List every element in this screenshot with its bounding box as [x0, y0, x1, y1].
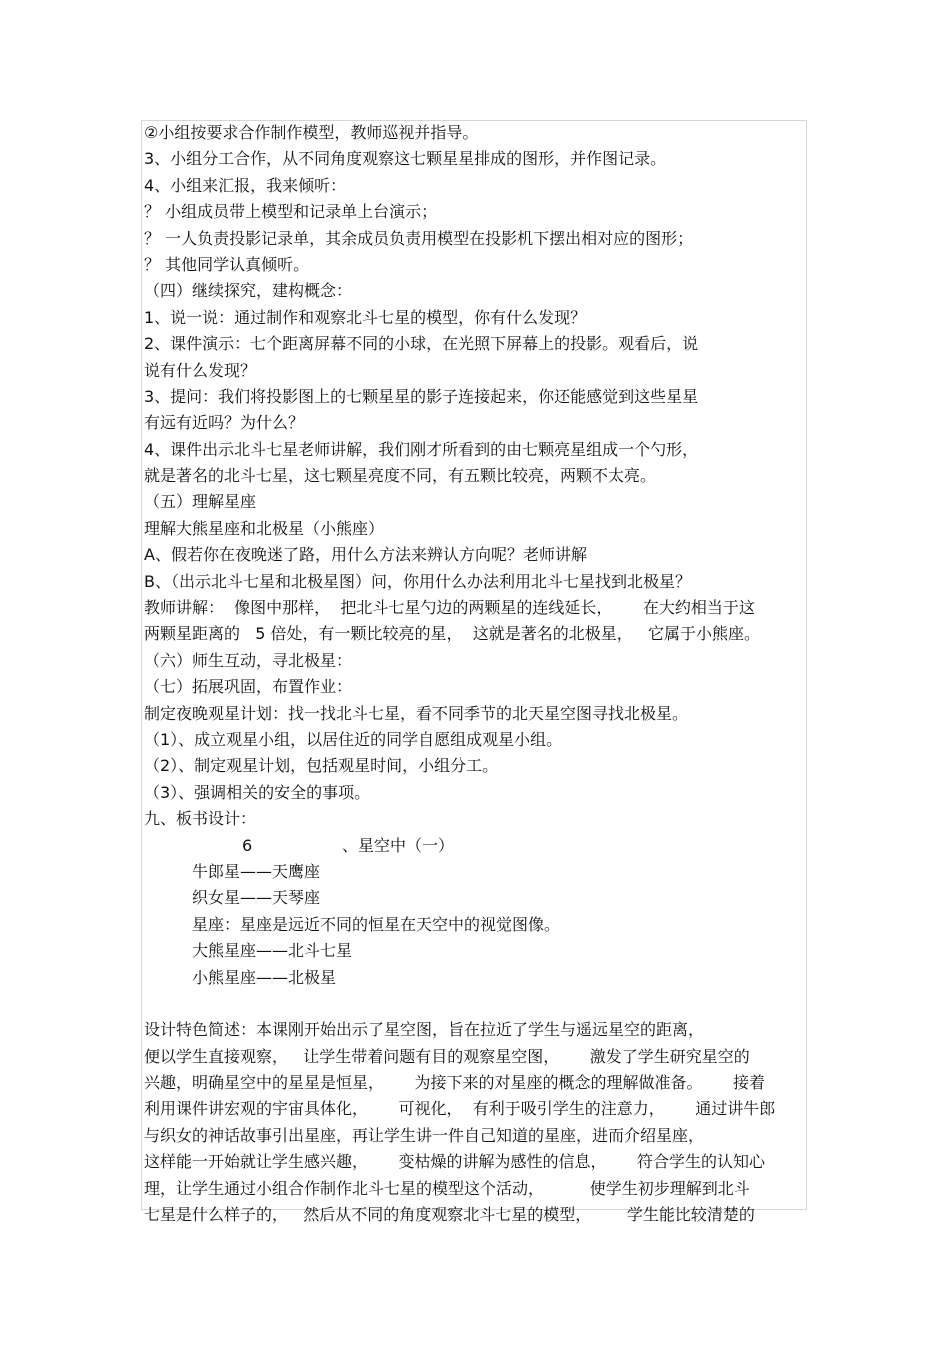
- text-line: A、假若你在夜晚迷了路，用什么方法来辨认方向呢？老师讲解: [144, 545, 587, 565]
- text-line: 七星是什么样子的， 然后从不同的角度观察北斗七星的模型， 学生能比较清楚的: [144, 1205, 755, 1225]
- text-line: 兴趣，明确星空中的星星是恒星， 为接下来的对星座的概念的理解做准备。 接着: [144, 1073, 766, 1093]
- text-line: 4、小组来汇报，我来倾听：: [144, 175, 347, 195]
- text-line: （3）、强调相关的安全的事项。: [144, 782, 371, 802]
- section-heading: （五）理解星座: [144, 492, 257, 512]
- text-line: 有远有近吗？为什么？: [144, 413, 305, 433]
- blank-line: [144, 991, 809, 1017]
- text-line: 利用课件讲宏观的宇宙具体化， 可视化， 有利于吸引学生的注意力， 通过讲牛郎: [144, 1099, 776, 1119]
- text-line: ？ 小组成员带上模型和记录单上台演示；: [144, 202, 438, 222]
- section-heading: （四）继续探究，建构概念：: [144, 281, 353, 301]
- text-line: 2、课件演示：七个距离屏幕不同的小球，在光照下屏幕上的投影。观看后，说: [144, 334, 699, 354]
- text-line: （2）、制定观星计划，包括观星时间，小组分工。: [144, 756, 499, 776]
- board-title-number: 6: [242, 835, 253, 855]
- board-line: 大熊星座——北斗七星: [192, 941, 353, 961]
- board-line: 织女星——天琴座: [192, 888, 321, 908]
- text-line: 便以学生直接观察， 让学生带着问题有目的观察星空图， 激发了学生研究星空的: [144, 1046, 750, 1066]
- section-heading: （六）师生互动，寻北极星：: [144, 650, 353, 670]
- text-line: 3、小组分工合作，从不同角度观察这七颗星星排成的图形，并作图记录。: [144, 149, 667, 169]
- text-line: 两颗星距离的 5 倍处，有一颗比较亮的星， 这就是著名的北极星， 它属于小熊座。: [144, 624, 760, 644]
- text-line: （1）、成立观星小组，以居住近的同学自愿组成观星小组。: [144, 729, 563, 749]
- board-title: [144, 833, 809, 859]
- text-line: 设计特色简述：本课刚开始出示了星空图，旨在拉近了学生与遥远星空的距离，: [144, 1020, 705, 1040]
- board-line: 小熊星座——北极星: [192, 967, 337, 987]
- text-line: 制定夜晚观星计划：找一找北斗七星，看不同季节的北天星空图寻找北极星。: [144, 703, 689, 723]
- text-line: 理，让学生通过小组合作制作北斗七星的模型这个活动， 使学生初步理解到北斗: [144, 1178, 750, 1198]
- document-body: [144, 120, 809, 1228]
- text-line: 教师讲解： 像图中那样， 把北斗七星勺边的两颗星的连线延长， 在大约相当于这: [144, 598, 755, 618]
- text-line: 3、提问：我们将投影图上的七颗星星的影子连接起来，你还能感觉到这些星星: [144, 386, 699, 406]
- text-line: 就是著名的北斗七星，这七颗星亮度不同，有五颗比较亮，两颗不太亮。: [144, 466, 657, 486]
- board-line: 星座：星座是远近不同的恒星在天空中的视觉图像。: [192, 914, 561, 934]
- text-line: 这样能一开始就让学生感兴趣， 变枯燥的讲解为感性的信息， 符合学生的认知心: [144, 1152, 766, 1172]
- section-heading: 九、板书设计：: [144, 809, 257, 829]
- text-line: 与织女的神话故事引出星座，再让学生讲一件自己知道的星座，进而介绍星座，: [144, 1125, 705, 1145]
- text-line: B、（出示北斗七星和北极星图）问，你用什么办法利用北斗七星找到北极星？: [144, 571, 691, 591]
- text-line: ？ 其他同学认真倾听。: [144, 254, 310, 274]
- text-line: 说有什么发现？: [144, 360, 257, 380]
- text-line: ②小组按要求合作制作模型，教师巡视并指导。: [144, 123, 479, 142]
- text-line: 1、说一说：通过制作和观察北斗七星的模型，你有什么发现？: [144, 307, 587, 327]
- text-line: 4、课件出示北斗七星老师讲解，我们刚才所看到的由七颗亮星组成一个勺形，: [144, 439, 699, 459]
- board-title-text: 、星空中（一）: [342, 835, 455, 855]
- section-heading: （七）拓展巩固，布置作业：: [144, 677, 353, 697]
- board-line: 牛郎星——天鹰座: [192, 861, 321, 881]
- text-line: ？ 一人负责投影记录单，其余成员负责用模型在投影机下摆出相对应的图形；: [144, 228, 694, 248]
- text-line: 理解大熊星座和北极星（小熊座）: [144, 518, 385, 538]
